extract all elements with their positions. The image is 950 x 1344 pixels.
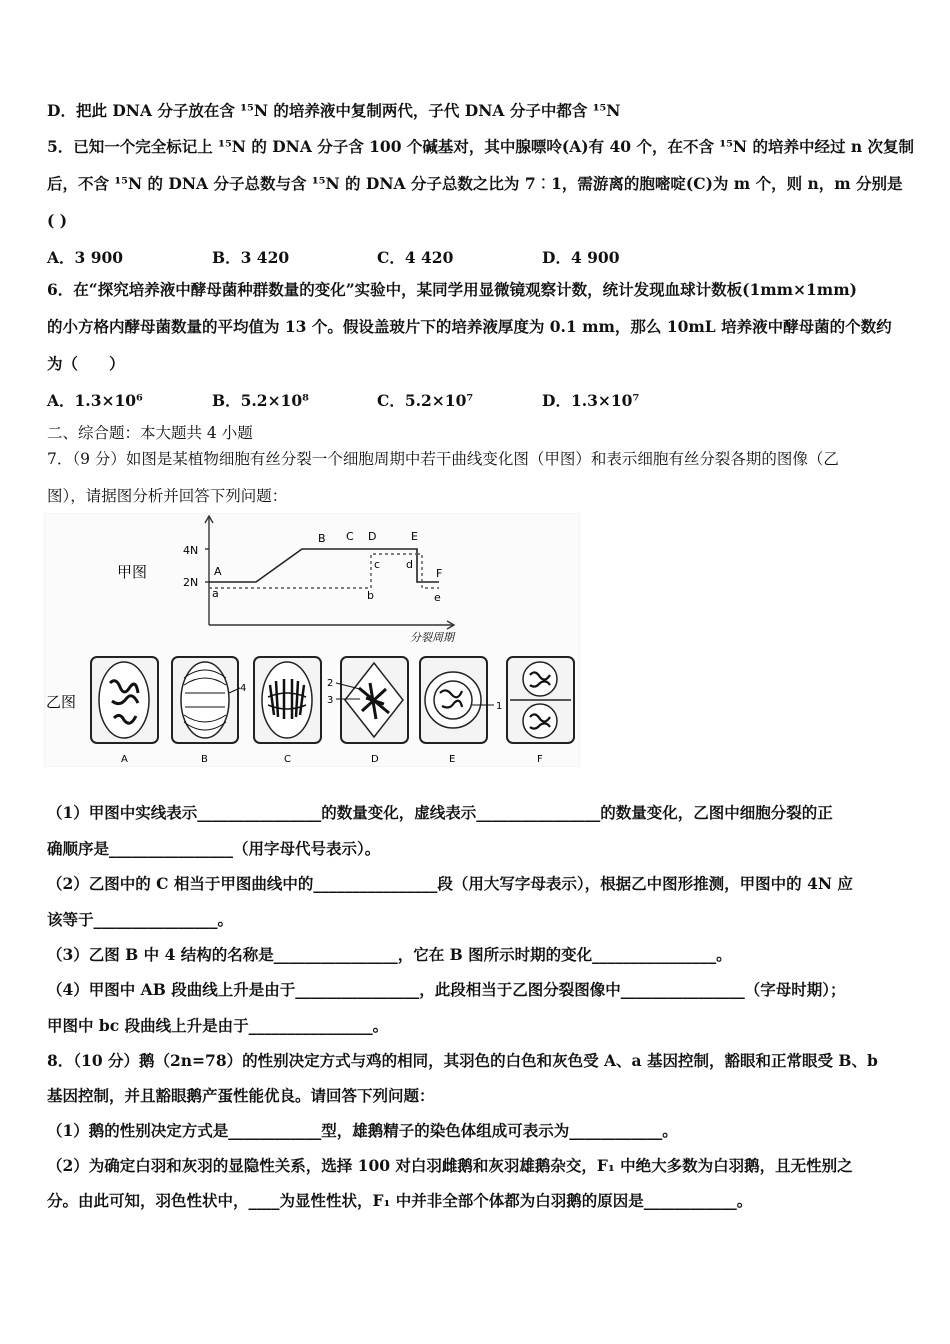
point-a: a bbox=[212, 587, 219, 600]
jia-label: 甲图 bbox=[117, 563, 148, 581]
q7-part3: （3）乙图 B 中 4 结构的名称是________________，它在 B 图所示时期的变化________________。 bbox=[47, 945, 732, 964]
cell-label-F: F bbox=[537, 754, 543, 765]
q5-text-line-3: ( ) bbox=[47, 211, 68, 230]
q7-part1-line-1: （1）甲图中实线表示________________的数量变化，虚线表示________________的数量变化，乙图中细胞分裂的正 bbox=[47, 803, 833, 822]
y-label-2n: 2N bbox=[183, 576, 199, 589]
y-label-4n: 4N bbox=[183, 544, 199, 557]
q7-part2-line-2: 该等于________________。 bbox=[47, 910, 234, 929]
q8-part2-line-1: （2）为确定白羽和灰羽的显隐性关系，选择 100 对白羽雌鹅和灰羽雄鹅杂交，F₁ 中绝大多数为白羽鹅，且无性别之 bbox=[47, 1156, 853, 1175]
q6-option-b: B．5.2×10⁸ bbox=[212, 391, 309, 410]
q7-part4-line-1: （4）甲图中 AB 段曲线上升是由于________________，此段相当于乙图分裂图像中________________（字母时期）； bbox=[47, 980, 846, 999]
q5-text-line-2: 后，不含 ¹⁵N 的 DNA 分子总数与含 ¹⁵N 的 DNA 分子总数之比为 7︰1，需游离的胞嘧啶(C)为 m 个，则 n，m 分别是 bbox=[47, 174, 903, 193]
cell-A bbox=[91, 657, 158, 743]
q6-option-c: C．5.2×10⁷ bbox=[377, 391, 474, 410]
cell-F bbox=[507, 657, 574, 743]
point-A: A bbox=[214, 565, 222, 578]
point-e: e bbox=[434, 591, 441, 604]
cell-label-A: A bbox=[121, 754, 128, 765]
point-F: F bbox=[436, 567, 443, 580]
mitosis-figure bbox=[44, 513, 580, 767]
q7-part2-line-1: （2）乙图中的 C 相当于甲图曲线中的________________段（用大写字母表示），根据乙中图形推测，甲图中的 4N 应 bbox=[47, 874, 853, 893]
cell-D bbox=[336, 657, 408, 743]
q6-option-d: D．1.3×10⁷ bbox=[542, 391, 640, 410]
cell-label-D: D bbox=[371, 754, 379, 765]
q8-part2-line-2: 分。由此可知，羽色性状中，____为显性性状，F₁ 中并非全部个体都为白羽鹅的原因是____________。 bbox=[47, 1191, 753, 1210]
q4-option-d: D．把此 DNA 分子放在含 ¹⁵N 的培养液中复制两代，子代 DNA 分子中都含 ¹⁵N bbox=[47, 101, 621, 120]
cell-label-C: C bbox=[284, 754, 291, 765]
q7-text-line-2: 图），请据图分析并回答下列问题： bbox=[47, 487, 288, 505]
q5-option-d: D．4 900 bbox=[542, 248, 620, 267]
callout-2: 2 bbox=[327, 678, 334, 689]
point-E: E bbox=[411, 530, 418, 543]
point-b: b bbox=[367, 589, 374, 602]
cell-B bbox=[172, 657, 240, 743]
q7-part4-line-2: 甲图中 bc 段曲线上升是由于________________。 bbox=[47, 1016, 389, 1035]
point-B: B bbox=[318, 532, 326, 545]
q5-option-c: C．4 420 bbox=[377, 248, 454, 267]
callout-3: 3 bbox=[327, 695, 334, 706]
q5-option-b: B．3 420 bbox=[212, 248, 290, 267]
mitosis-figure-svg bbox=[44, 513, 580, 767]
q5-text-line-1: 5．已知一个完全标记上 ¹⁵N 的 DNA 分子含 100 个碱基对，其中腺嘌呤(A)有 40 个，在不含 ¹⁵N 的培养中经过 n 次复制 bbox=[47, 137, 915, 156]
q6-text-line-3: 为（ ） bbox=[47, 354, 125, 373]
cell-C bbox=[254, 657, 321, 743]
q7-text-line-1: 7．（9 分）如图是某植物细胞有丝分裂一个细胞周期中若干曲线变化图（甲图）和表示细胞有丝分裂各期的图像（乙 bbox=[47, 450, 839, 468]
section-heading: 二、综合题：本大题共 4 小题 bbox=[47, 424, 253, 442]
q6-text-line-1: 6．在“探究培养液中酵母菌种群数量的变化”实验中，某同学用显微镜观察计数，统计发现血球计数板(1mm×1mm) bbox=[47, 280, 857, 299]
callout-1: 1 bbox=[496, 701, 503, 712]
cell-label-B: B bbox=[201, 754, 208, 765]
q6-option-a: A．1.3×10⁶ bbox=[47, 391, 143, 410]
x-axis-label: 分裂周期 bbox=[410, 631, 454, 644]
point-C: C bbox=[346, 530, 354, 543]
point-d: d bbox=[406, 558, 413, 571]
point-D: D bbox=[368, 530, 377, 543]
q8-part1: （1）鹅的性别决定方式是____________型，雄鹅精子的染色体组成可表示为____________。 bbox=[47, 1121, 678, 1140]
cell-label-E: E bbox=[449, 754, 456, 765]
q5-option-a: A．3 900 bbox=[47, 248, 124, 267]
q8-text-line-1: 8．（10 分）鹅（2n=78）的性别决定方式与鸡的相同，其羽色的白色和灰色受 A、a 基因控制，豁眼和正常眼受 B、b bbox=[47, 1051, 878, 1070]
q8-text-line-2: 基因控制，并且豁眼鹅产蛋性能优良。请回答下列问题： bbox=[47, 1086, 435, 1105]
yi-label: 乙图 bbox=[46, 693, 77, 711]
callout-4: 4 bbox=[240, 683, 247, 694]
point-c: c bbox=[374, 558, 381, 571]
q6-text-line-2: 的小方格内酵母菌数量的平均值为 13 个。假设盖玻片下的培养液厚度为 0.1 mm，那么 10mL 培养液中酵母菌的个数约 bbox=[47, 317, 892, 336]
cell-E bbox=[420, 657, 494, 743]
q7-part1-line-2: 确顺序是________________（用字母代号表示）。 bbox=[47, 839, 381, 858]
